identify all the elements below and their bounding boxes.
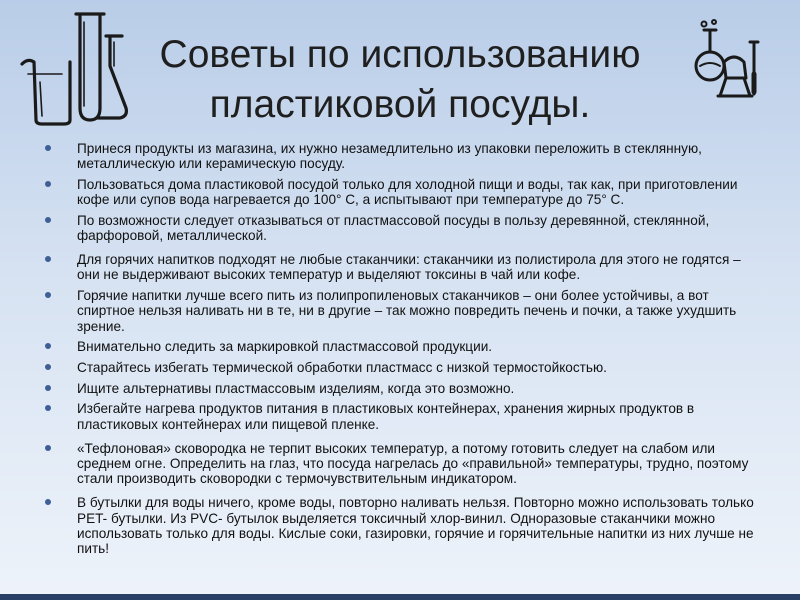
title-line-1: Советы по использованию (159, 33, 641, 76)
page-title (120, 30, 680, 130)
list-item: Старайтесь избегать термической обработки пластмасс с низкой термостойкостью. (40, 360, 755, 375)
list-item: Пользоваться дома пластиковой посудой только для холодной пищи и воды, так как, при приготовлении кофе или супов вода нагревается до 100° С, а испытывают при температуре до 75° С. (40, 177, 755, 207)
list-item: Горячие напитки лучше всего пить из полипропиленовых стаканчиков – они более устойчивы, а вот спиртное нельзя наливать ни в те, ни в другие – так можно повредить печень и почки, а также ухудшить зрение. (40, 288, 755, 334)
lab-glassware-icon (14, 8, 134, 128)
list-item: Принеся продукты из магазина, их нужно незамедлительно из упаковки переложить в стеклянную, металлическую или керамическую посуду. (40, 141, 755, 171)
list-item: «Тефлоновая» сковородка не терпит высоких температур, а потому готовить следует на слабом или среднем огне. Определить на глаз, что посуда нагрелась до «правильной» температуры, трудно, поэтому стали производить сковородки с термочувствительным индикатором. (40, 441, 755, 487)
list-item: Для горячих напитков подходят не любые стаканчики: стаканчики из полистирола для этого не годятся – они не выдерживают высоких температур и выделяют токсины в чай или кофе. (40, 252, 755, 282)
tips-list (40, 141, 755, 562)
list-item: Избегайте нагрева продуктов питания в пластиковых контейнерах, хранения жирных продуктов в пластиковых контейнерах или пищевой пленке. (40, 401, 755, 431)
chemistry-flask-icon (688, 18, 768, 113)
title-line-2: пластиковой посуды. (209, 83, 591, 126)
list-item: По возможности следует отказываться от пластмассовой посуды в пользу деревянной, стеклянной, фарфоровой, металлической. (40, 213, 755, 243)
list-item: В бутылки для воды ничего, кроме воды, повторно наливать нельзя. Повторно можно использовать только PET- бутылки. Из PVC- бутылок выделяется токсичный хлор-винил. Одноразовые стаканчики можно использовать только для воды. Кислые соки, газировки, горячие и горячительные напитки из них лучше не пить! (40, 495, 755, 556)
list-item: Ищите альтернативы пластмассовым изделиям, когда это возможно. (40, 381, 755, 396)
list-item: Внимательно следить за маркировкой пластмассовой продукции. (40, 339, 755, 354)
